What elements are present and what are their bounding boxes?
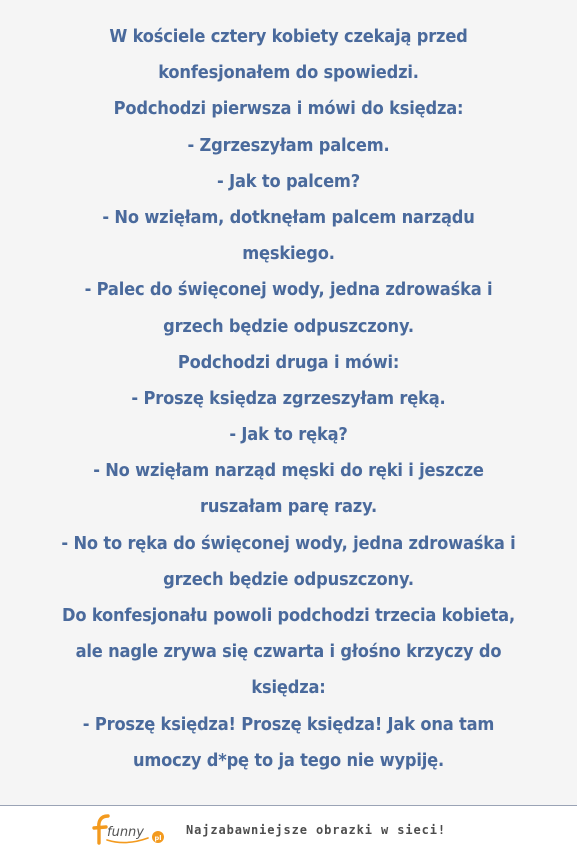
funny-pl-logo-icon[interactable]	[92, 813, 172, 847]
joke-line: - No wzięłam narząd męski do ręki i jeszcze	[93, 461, 484, 482]
joke-line: - Proszę księdza! Proszę księdza! Jak ona tam	[82, 714, 495, 735]
joke-line: Podchodzi pierwsza i mówi do księdza:	[113, 99, 464, 120]
joke-line: - Jak to ręką?	[229, 425, 348, 446]
joke-line: grzech będzie odpuszczony.	[163, 316, 414, 337]
joke-line: męskiego.	[242, 244, 335, 265]
joke-line: ruszałam parę razy.	[199, 497, 378, 518]
logo-badge: pl	[154, 834, 162, 842]
joke-line: - Proszę księdza zgrzeszyłam ręką.	[131, 388, 446, 409]
joke-line: grzech będzie odpuszczony.	[163, 569, 414, 590]
footer-tagline: Najzabawniejsze obrazki w sieci!	[186, 823, 446, 837]
joke-line: - Zgrzeszyłam palcem.	[187, 135, 390, 156]
joke-line: - No to ręka do święconej wody, jedna zdrowaśka i	[61, 533, 516, 554]
joke-line: umoczy d*pę to ja tego nie wypiję.	[132, 750, 445, 771]
joke-line: księdza:	[251, 678, 326, 699]
joke-text	[20, 19, 557, 779]
joke-line: - No wzięłam, dotknęłam palcem narządu	[102, 207, 475, 228]
logo-f-shape	[94, 816, 108, 843]
joke-line: W kościele cztery kobiety czekają przed	[109, 27, 468, 47]
footer	[0, 806, 577, 853]
joke-line: Podchodzi druga i mówi:	[177, 352, 400, 373]
joke-line: - Palec do święconej wody, jedna zdrowaśka i	[84, 280, 493, 301]
joke-line: Do konfesjonału powoli podchodzi trzecia kobieta,	[62, 606, 515, 626]
joke-line: - Jak to palcem?	[217, 171, 360, 192]
joke-line: ale nagle zrywa się czwarta i głośno krzyczy do	[75, 642, 502, 663]
logo-wordmark: funny	[107, 825, 144, 840]
joke-line: konfesjonałem do spowiedzi.	[158, 63, 419, 84]
